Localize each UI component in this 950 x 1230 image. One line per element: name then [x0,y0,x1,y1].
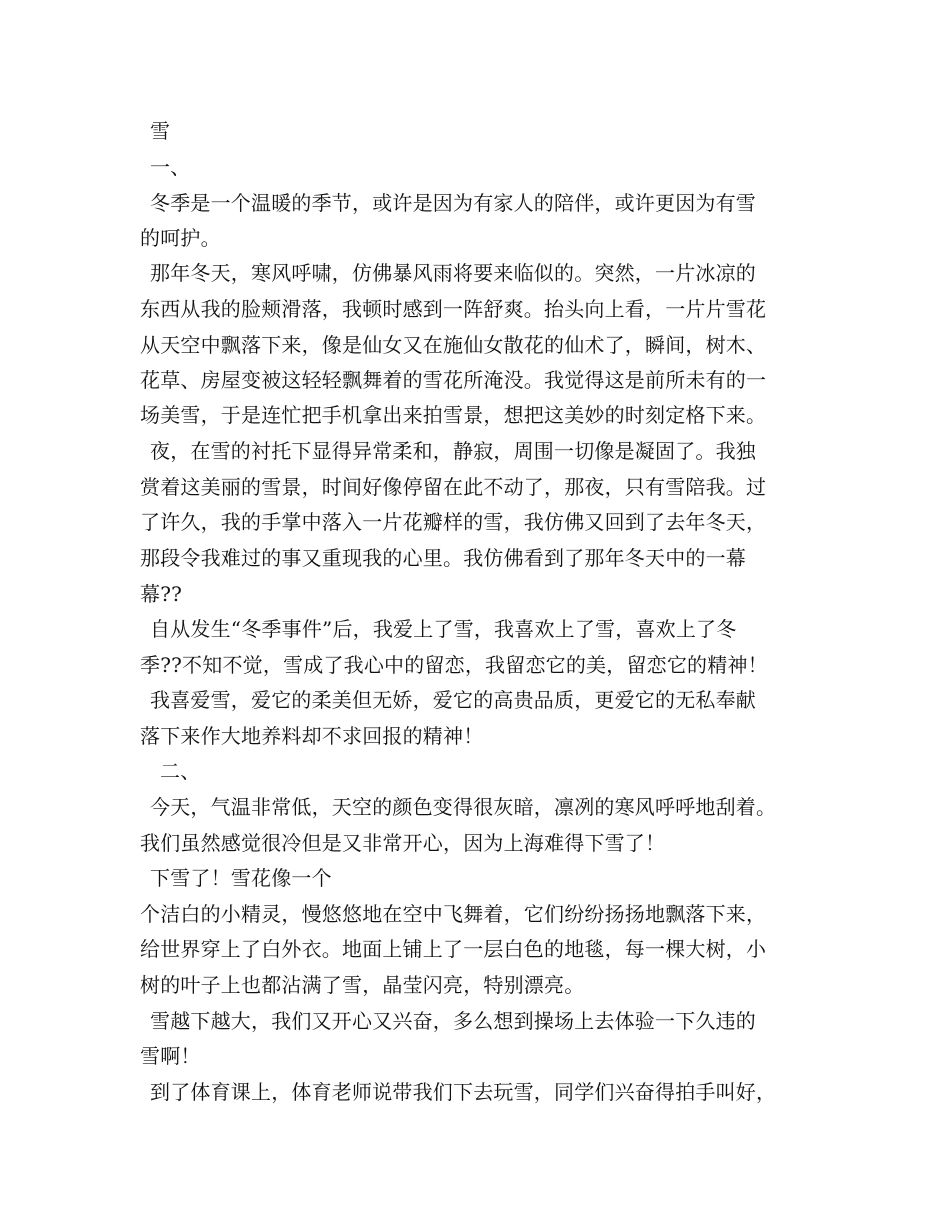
paragraph-line: 东西从我的脸颊滑落，我顿时感到一阵舒爽。抬头向上看，一片片雪花 [140,297,767,321]
paragraph-line: 夜，在雪的衬托下显得异常柔和，静寂，周围一切像是凝固了。我独 [150,439,756,463]
section-heading-two: 二、 [160,759,201,783]
paragraph-line: 到了体育课上，体育老师说带我们下去玩雪，同学们兴奋得拍手叫好， [150,1080,777,1104]
paragraph-line: 雪啊！ [140,1044,201,1068]
section-heading-one: 一、 [150,155,191,179]
paragraph-line: 那段令我难过的事又重现我的心里。我仿佛看到了那年冬天中的一幕 [140,546,746,570]
paragraph-line: 赏着这美丽的雪景，时间好像停留在此不动了，那夜，只有雪陪我。过 [140,475,767,499]
paragraph-line: 花草、房屋变被这轻轻飘舞着的雪花所淹没。我觉得这是前所未有的一 [140,368,767,392]
paragraph-line: 冬季是一个温暖的季节，或许是因为有家人的陪伴，或许更因为有雪 [150,191,756,215]
paragraph-line: 幕?? [140,582,183,606]
paragraph-line: 自从发生“冬季事件”后，我爱上了雪，我喜欢上了雪，喜欢上了冬 [150,617,737,641]
paragraph-line: 那年冬天，寒风呼啸，仿佛暴风雨将要来临似的。突然，一片冰凉的 [150,261,756,285]
paragraph-line: 下雪了！雪花像一个 [150,866,332,890]
paragraph-line: 我喜爱雪，爱它的柔美但无娇，爱它的高贵品质，更爱它的无私奉献 [150,688,756,712]
paragraph-line: 个洁白的小精灵，慢悠悠地在空中飞舞着，它们纷纷扬扬地飘落下来， [140,902,767,926]
paragraph-line: 今天，气温非常低，天空的颜色变得很灰暗，凛冽的寒风呼呼地刮着。 [150,795,777,819]
document-title: 雪 [150,119,171,143]
paragraph-line: 落下来作大地养料却不求回报的精神！ [140,724,484,748]
paragraph-line: 树的叶子上也都沾满了雪，晶莹闪亮，特别漂亮。 [140,973,585,997]
paragraph-line: 给世界穿上了白外衣。地面上铺上了一层白色的地毯，每一棵大树，小 [140,937,767,961]
paragraph-line: 季??不知不觉，雪成了我心中的留恋，我留恋它的美，留恋它的精神！ [140,653,768,677]
paragraph-line: 从天空中飘落下来，像是仙女又在施仙女散花的仙术了，瞬间，树木、 [140,333,767,357]
paragraph-line: 场美雪，于是连忙把手机拿出来拍雪景，想把这美妙的时刻定格下来。 [140,403,767,427]
paragraph-line: 了许久，我的手掌中落入一片花瓣样的雪，我仿佛又回到了去年冬天， [140,510,767,534]
paragraph-line: 我们虽然感觉很冷但是又非常开心，因为上海难得下雪了！ [140,831,666,855]
paragraph-line: 雪越下越大，我们又开心又兴奋，多么想到操场上去体验一下久违的 [150,1009,756,1033]
paragraph-line: 的呵护。 [140,226,221,250]
